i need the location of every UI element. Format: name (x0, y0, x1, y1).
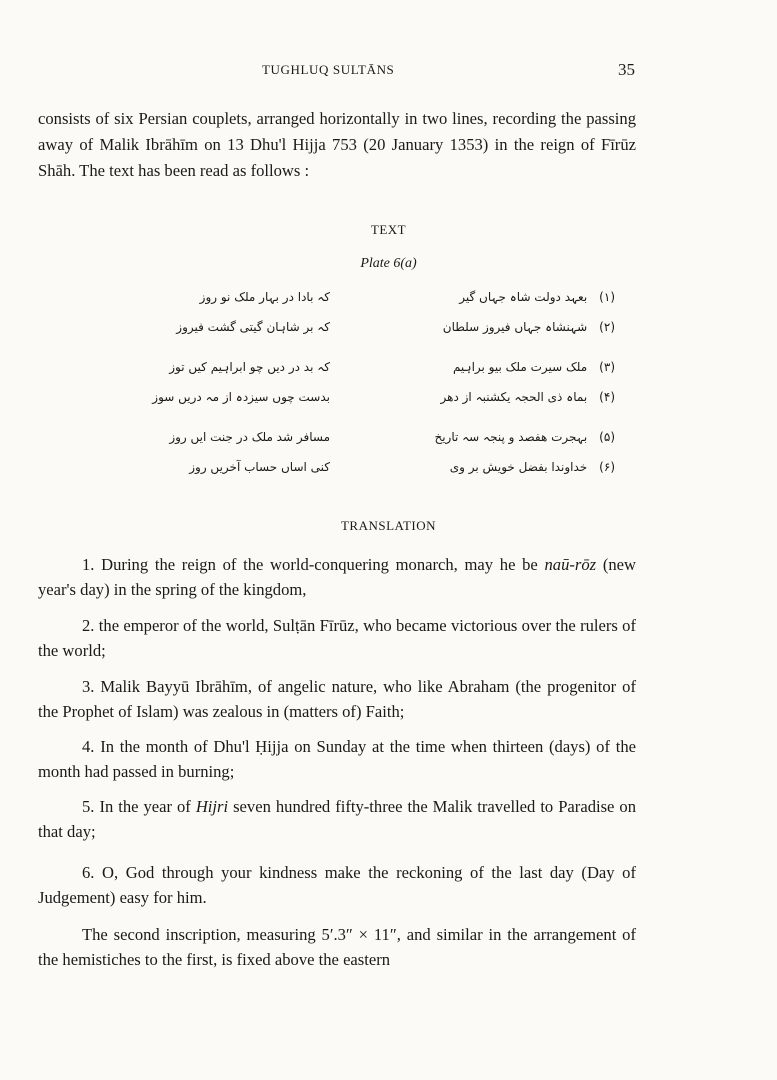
couplet-3-right: (۳)ملک سیرت ملک بیو براہیم (452, 360, 615, 374)
plate-caption: Plate 6(a) (360, 256, 417, 271)
couplet-6-left: کنی اساں حساب آخریں روز (189, 460, 330, 474)
couplet-5-right: (۵)بہجرت ھفصد و پنجہ سہ تاریخ (434, 430, 615, 444)
running-head: TUGHLUQ SULTĀNS (262, 62, 395, 77)
translation-item-1: 1. During the reign of the world-conquering monarch, may he be naū-rōz (new year's day) in the spring of the kingdom, (38, 555, 636, 599)
couplet-1-left: کہ بادا در بہار ملک نو روز (199, 290, 330, 304)
couplet-6-right: (۶)خداوندا بفضل خویش بر وی (449, 460, 615, 474)
couplet-3-left: کہ بد در دیں چو ابراہیم کیں توز (169, 360, 330, 374)
intro-paragraph: consists of six Persian couplets, arranged horizontally in two lines, recording the passing away of Malik Ibrāhīm on 13 Dhu'l Hijja 753 (20 January 1353) in the reign of Fīrūz Shāh. The text has been read as follows : (38, 109, 636, 180)
translation-item-5: 5. In the year of Hijri seven hundred fifty-three the Malik travelled to Paradise on that day; (38, 797, 636, 841)
translation-item-6: 6. O, God through your kindness make the reckoning of the last day (Day of Judgement) easy for him. (38, 863, 636, 907)
closing-paragraph: The second inscription, measuring 5′.3″ × 11″, and similar in the arrangement of the hemistiches to the first, is fixed above the eastern (38, 925, 636, 969)
translation-item-3: 3. Malik Bayyū Ibrāhīm, of angelic nature, who like Abraham (the progenitor of the Prophet of Islam) was zealous in (matters of) Faith; (38, 677, 636, 721)
translation-heading: TRANSLATION (340, 518, 437, 533)
couplet-2-left: کہ بر شاہان گیتی گشت فیروز (176, 320, 330, 334)
couplet-2-right: (۲)شہنشاہ جہاں فیروز سلطان (442, 320, 615, 334)
page-number: 35 (618, 60, 635, 79)
couplet-1-right: (۱)بعہد دولت شاہ جہاں گیر (459, 290, 615, 304)
text-heading: TEXT (370, 222, 407, 237)
translation-item-4: 4. In the month of Dhu'l Ḥijja on Sunday at the time when thirteen (days) of the month had passed in burning; (38, 737, 636, 781)
couplet-4-left: بدست چوں سیزدہ از مہ دریں سوز (152, 390, 330, 404)
couplet-4-right: (۴)بماہ ذی الحجہ یکشنبہ از دھر (440, 390, 615, 404)
translation-item-2: 2. the emperor of the world, Sulṭān Fīrūz, who became victorious over the rulers of the world; (38, 616, 636, 660)
couplet-5-left: مسافر شد ملک در جنت ایں روز (169, 430, 330, 444)
